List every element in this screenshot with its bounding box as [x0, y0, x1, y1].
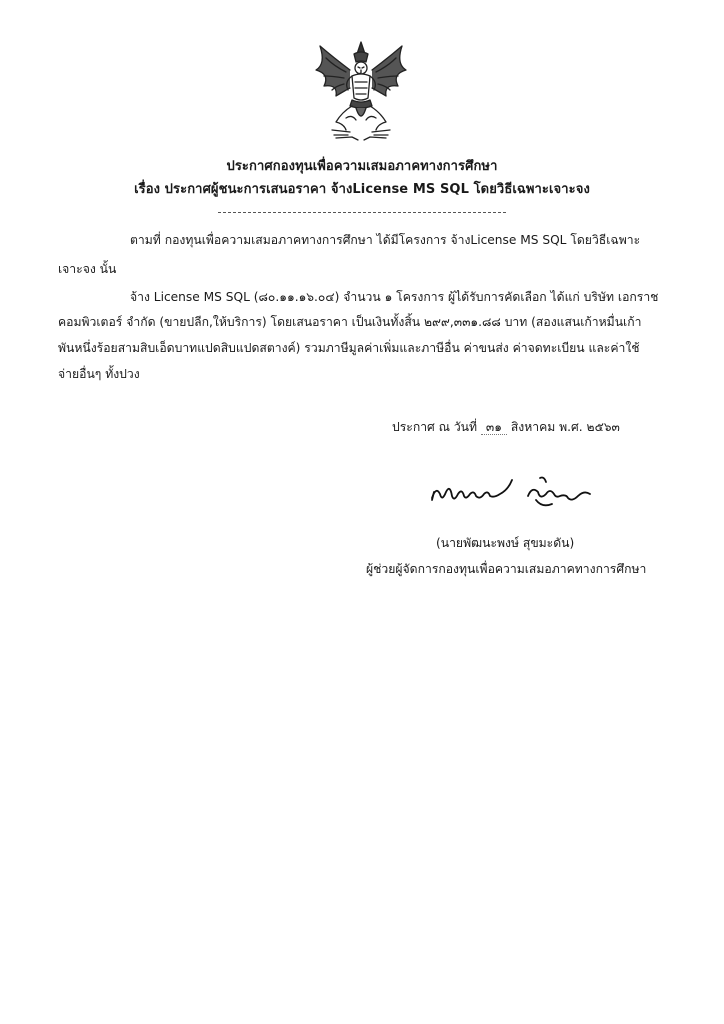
announcement-subject: เรื่อง ประกาศผู้ชนะการเสนอราคา จ้างLicense MS SQL โดยวิธีเฉพาะเจาะจง — [134, 182, 590, 197]
garuda-emblem-icon — [306, 40, 416, 142]
date-prefix: ประกาศ ณ วันที่ — [392, 420, 478, 434]
announcement-date — [392, 418, 620, 437]
signer-name: (นายพัฒนะพงษ์ สุขมะดัน) — [436, 536, 575, 550]
paragraph-1-line-1: ตามที่ กองทุนเพื่อความเสมอภาคทางการศึกษา ได้มีโครงการ จ้างLicense MS SQL โดยวิธีเฉพาะ — [130, 233, 641, 247]
date-month-year: สิงหาคม พ.ศ. ๒๕๖๓ — [510, 420, 620, 434]
paragraph-2-line-3: พันหนึ่งร้อยสามสิบเอ็ดบาทแปดสิบแปดสตางค์) รวมภาษีมูลค่าเพิ่มและภาษีอื่น ค่าขนส่ง ค่าจดทะเบียน และค่าใช้ — [58, 341, 640, 355]
signer-position: ผู้ช่วยผู้จัดการกองทุนเพื่อความเสมอภาคทางการศึกษา — [366, 562, 647, 576]
handwritten-signature-icon — [428, 468, 598, 518]
paragraph-1-line-2: เจาะจง นั้น — [58, 262, 117, 276]
paragraph-2-line-2: คอมพิวเตอร์ จำกัด (ขายปลีก,ให้บริการ) โดยเสนอราคา เป็นเงินทั้งสิ้น ๒๙๙,๓๓๑.๘๘ บาท (สองแสนเก้าหมื่นเก้า — [58, 315, 642, 329]
paragraph-2-line-4: จ่ายอื่นๆ ทั้งปวง — [58, 367, 140, 381]
announcement-title: ประกาศกองทุนเพื่อความเสมอภาคทางการศึกษา — [226, 159, 498, 174]
header-divider — [218, 212, 506, 213]
date-day: ๓๑ — [481, 420, 507, 435]
paragraph-2-line-1: จ้าง License MS SQL (๘๐.๑๑.๑๖.๐๔) จำนวน ๑ โครงการ ผู้ได้รับการคัดเลือก ได้แก่ บริษัท เอกราช — [130, 290, 659, 304]
